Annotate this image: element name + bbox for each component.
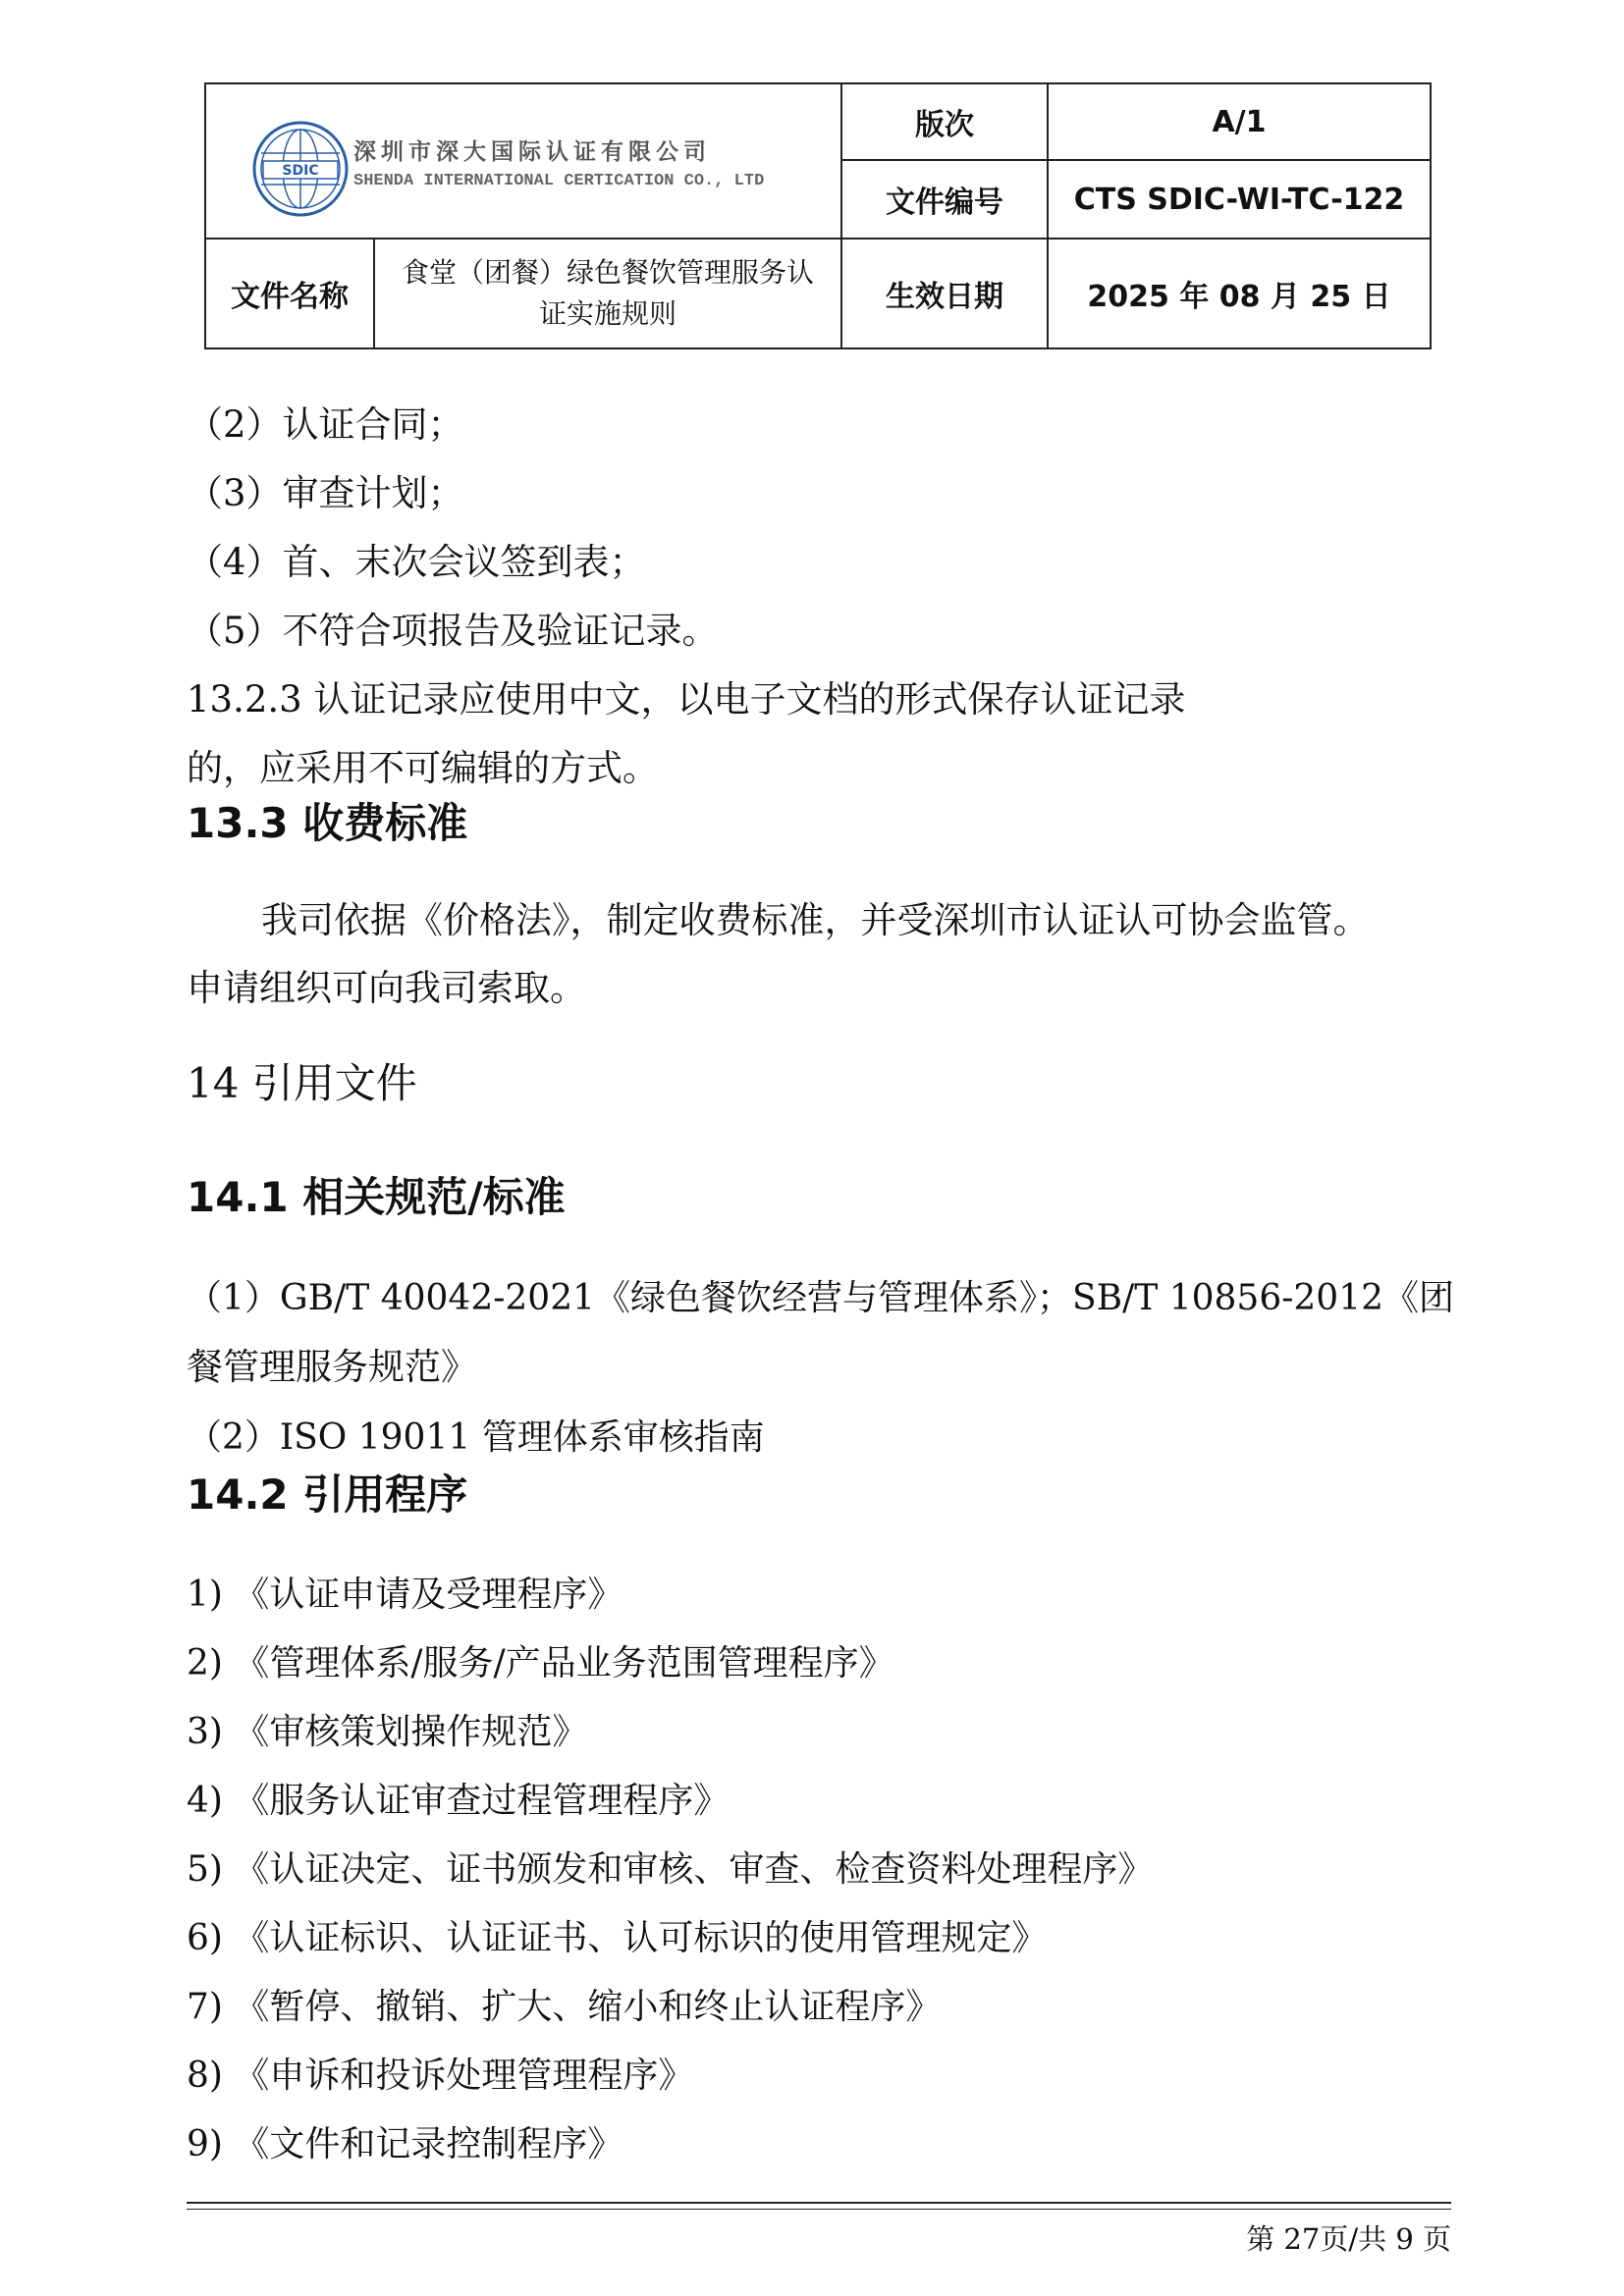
section-14-title: 14 引用文件 — [187, 1059, 417, 1107]
record-item: （3）审查计划； — [187, 472, 464, 514]
standard-item-1-line-1: （1）GB/T 40042-2021《绿色餐饮经营与管理体系》；SB/T 10856-2012《团 — [187, 1278, 1455, 1318]
procedure-item: 7) 《暂停、撤销、扩大、缩小和终止认证程序》 — [187, 1987, 942, 2027]
footer-rule-thick — [187, 2202, 1451, 2204]
standard-item-2: （2）ISO 19011 管理体系审核指南 — [187, 1417, 765, 1458]
footer-rule-thin — [187, 2209, 1451, 2210]
document-name-line-1: 食堂（团餐）绿色餐饮管理服务认 — [401, 256, 814, 289]
effective-date-value: 2025 年 08 月 25 日 — [1048, 239, 1431, 348]
document-name-label: 文件名称 — [205, 239, 374, 348]
record-item: （5）不符合项报告及验证记录。 — [187, 610, 719, 652]
clause-13-2-3-line-2: 的，应采用不可编辑的方式。 — [187, 747, 659, 789]
version-value: A/1 — [1048, 83, 1431, 160]
procedure-item: 5) 《认证决定、证书颁发和审核、审查、检查资料处理程序》 — [187, 1849, 1154, 1890]
effective-date-label: 生效日期 — [841, 239, 1048, 348]
logo-text: SDIC — [282, 163, 319, 179]
section-13-3-paragraph-line-2: 申请组织可向我司索取。 — [187, 967, 586, 1009]
document-header-table — [204, 82, 1432, 349]
company-name-english: SHENDA INTERNATIONAL CERTICATION CO., LTD — [353, 172, 765, 190]
company-name-chinese: 深圳市深大国际认证有限公司 — [353, 139, 711, 165]
record-item: （2）认证合同； — [187, 403, 464, 446]
clause-13-2-3-line-1: 13.2.3 认证记录应使用中文，以电子文档的形式保存认证记录 — [187, 678, 1186, 721]
procedure-item: 9) 《文件和记录控制程序》 — [187, 2124, 623, 2164]
page-number: 第 27页/共 9 页 — [1246, 2222, 1451, 2256]
company-logo-cell — [205, 83, 841, 239]
procedure-item: 1) 《认证申请及受理程序》 — [187, 1575, 623, 1615]
document-name-line-2: 证实施规则 — [538, 297, 677, 330]
company-globe-logo-icon — [251, 120, 350, 218]
section-13-3-title: 13.3 收费标准 — [187, 799, 468, 847]
section-13-3-paragraph-line-1: 我司依据《价格法》，制定收费标准，并受深圳市认证认可协会监管。 — [261, 899, 1370, 941]
section-14-1-title: 14.1 相关规范/标准 — [187, 1173, 566, 1221]
procedure-item: 3) 《审核策划操作规范》 — [187, 1712, 588, 1752]
section-14-2-title: 14.2 引用程序 — [187, 1470, 468, 1519]
procedure-item: 6) 《认证标识、认证证书、认可标识的使用管理规定》 — [187, 1918, 1048, 1958]
procedure-item: 2) 《管理体系/服务/产品业务范围管理程序》 — [187, 1643, 894, 1683]
procedure-item: 4) 《服务认证审查过程管理程序》 — [187, 1781, 730, 1821]
procedure-item: 8) 《申诉和投诉处理管理程序》 — [187, 2056, 694, 2096]
version-label: 版次 — [841, 83, 1048, 160]
standard-item-1-line-2: 餐管理服务规范》 — [187, 1346, 477, 1388]
record-item: （4）首、末次会议签到表； — [187, 541, 646, 583]
document-number-value: CTS SDIC-WI-TC-122 — [1048, 160, 1431, 239]
document-name-value — [374, 239, 841, 348]
document-number-label: 文件编号 — [841, 160, 1048, 239]
